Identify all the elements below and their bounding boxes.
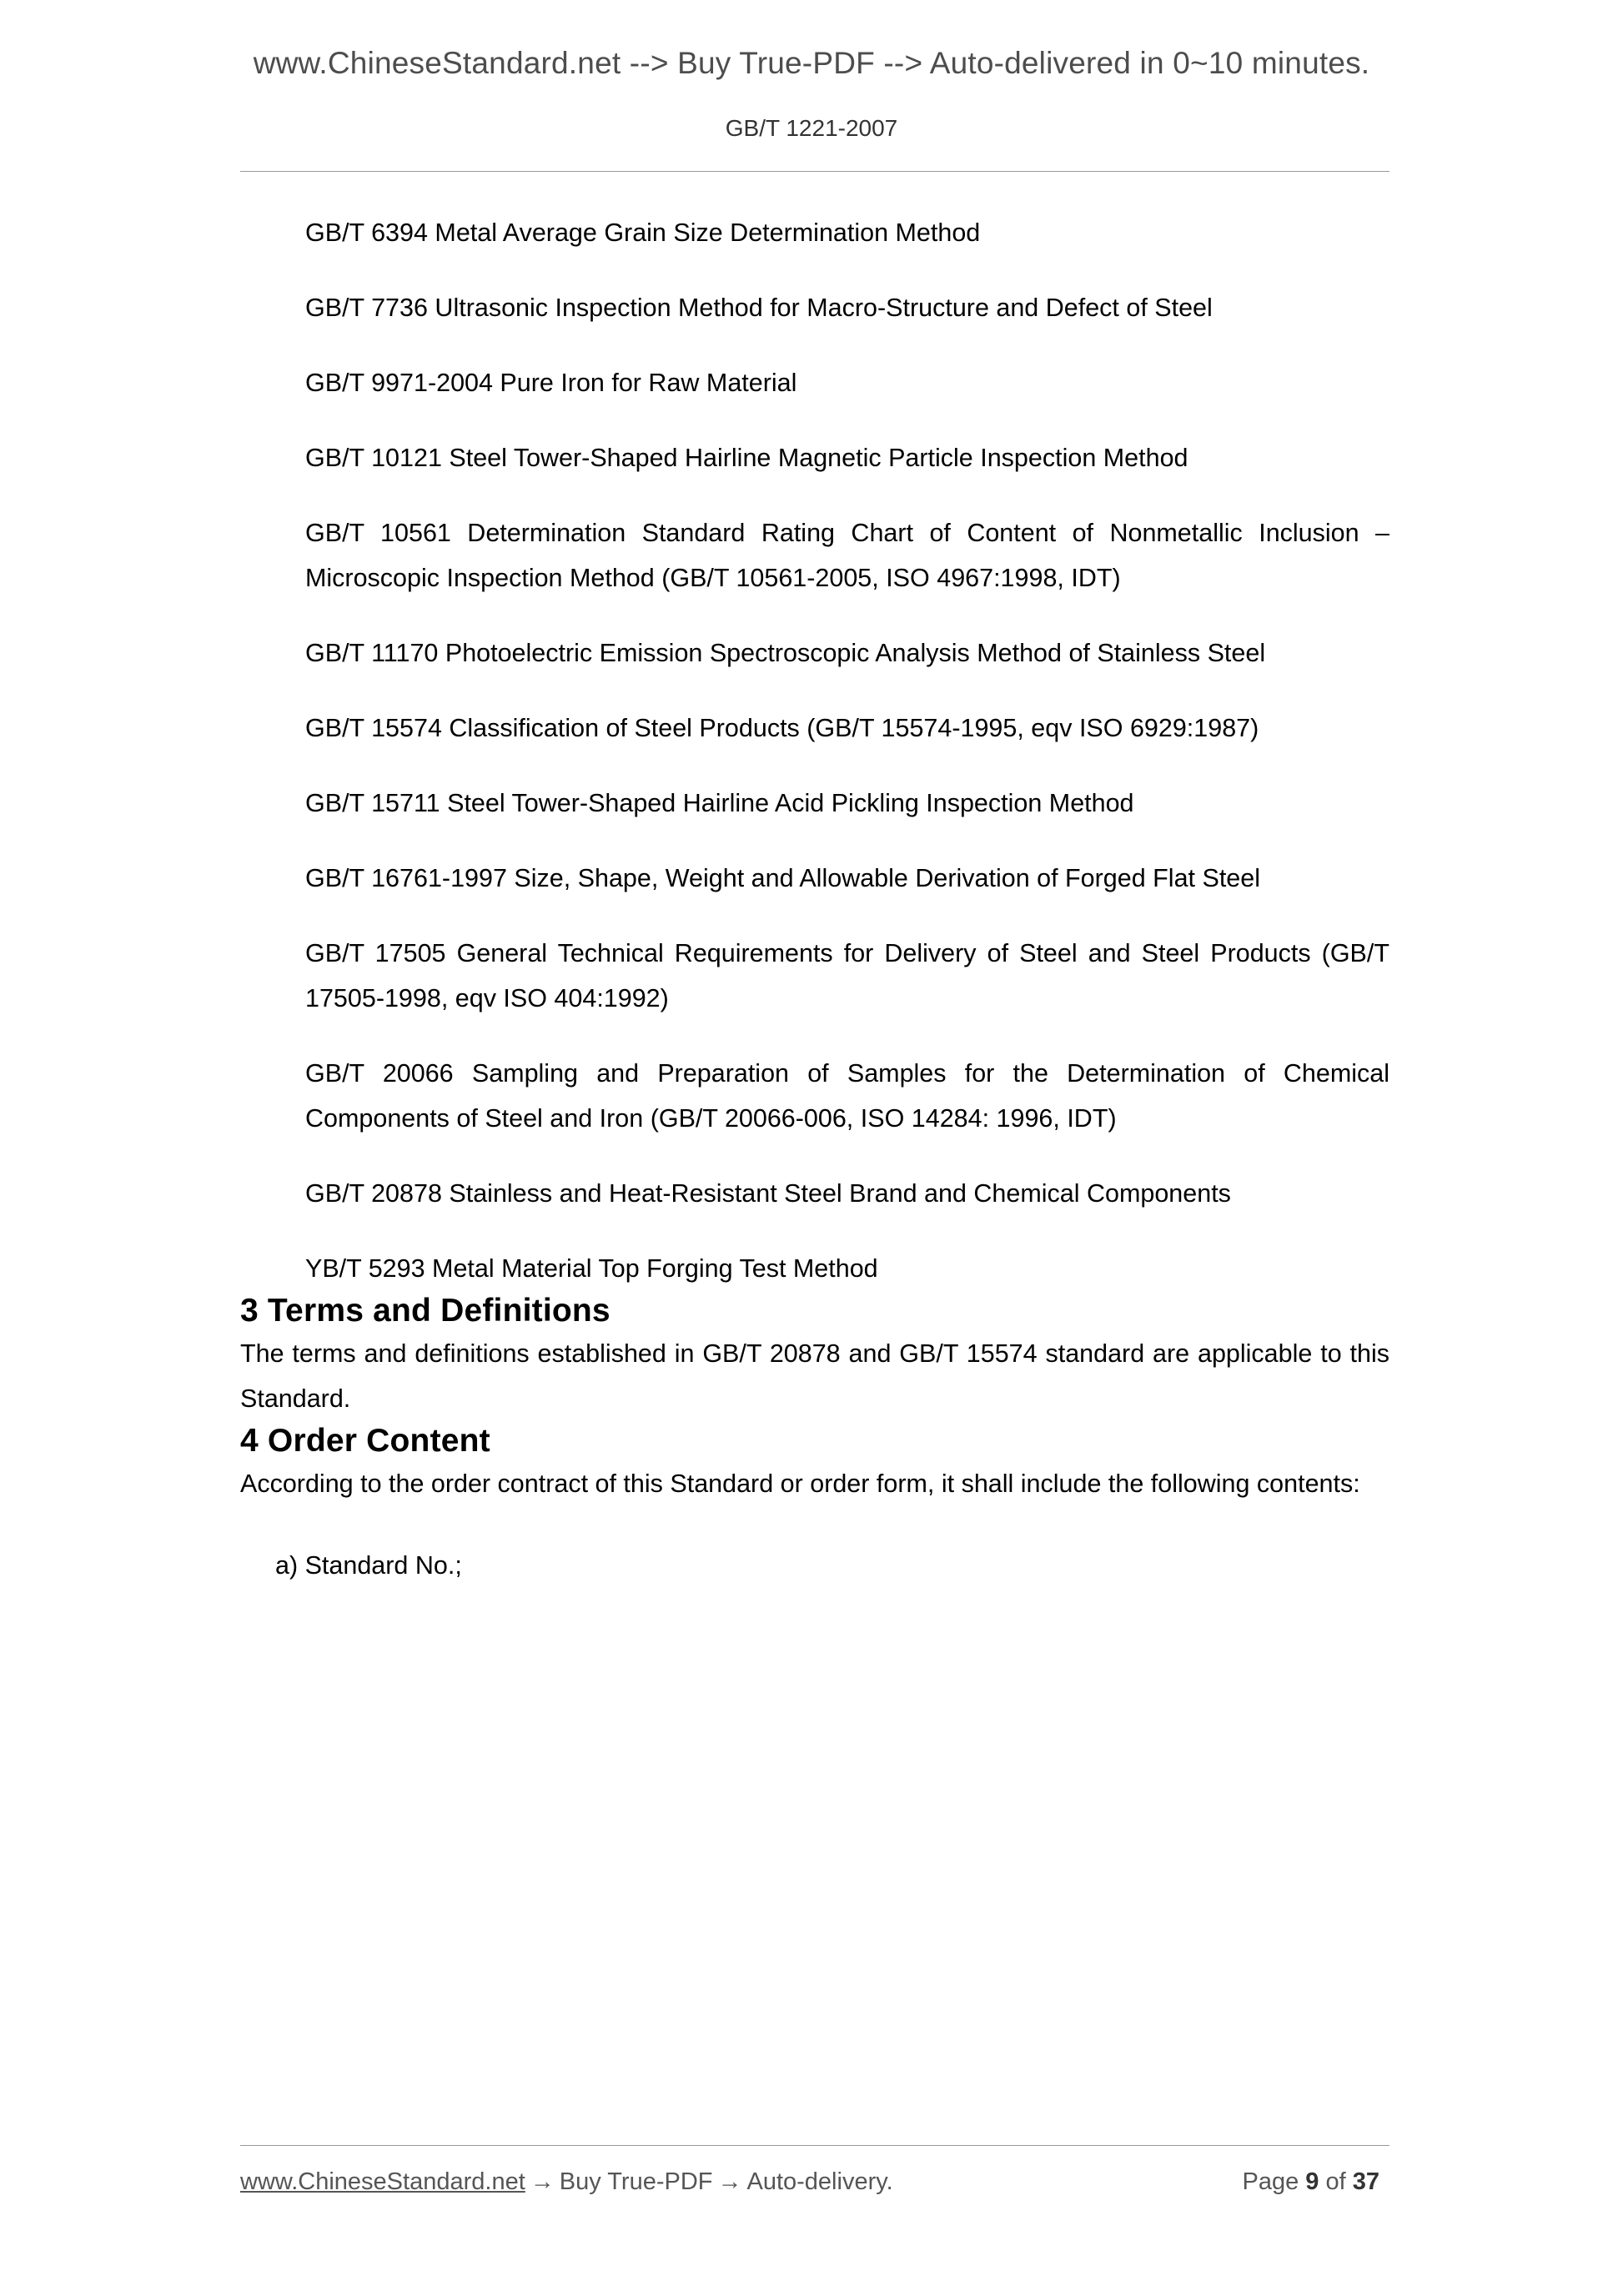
list-item: GB/T 17505 General Technical Requirements for Delivery of Steel and Steel Products (GB/T 17505-1998, eqv ISO 404:1992) [305,939,1389,1012]
list-item: GB/T 20066 Sampling and Preparation of Samples for the Determination of Chemical Components of Steel and Iron (GB/T 20066-006, ISO 14284: 1996, IDT) [305,1059,1389,1133]
list-item: GB/T 16761-1997 Size, Shape, Weight and Allowable Derivation of Forged Flat Steel [305,864,1261,892]
footer-divider [240,2145,1389,2146]
footer-site-link[interactable]: www.ChineseStandard.net [240,2168,525,2195]
page-footer [240,2168,1389,2196]
header-divider [240,171,1389,172]
list-item: GB/T 7736 Ultrasonic Inspection Method for Macro-Structure and Defect of Steel [305,294,1213,322]
of-label: of [1325,2168,1346,2195]
list-item: GB/T 9971-2004 Pure Iron for Raw Material [305,369,797,397]
document-code: GB/T 1221-2007 [725,115,898,141]
arrow-right-icon: → [530,2168,555,2195]
list-item: GB/T 11170 Photoelectric Emission Spectroscopic Analysis Method of Stainless Steel [305,639,1266,667]
list-item: GB/T 10121 Steel Tower-Shaped Hairline Magnetic Particle Inspection Method [305,444,1188,472]
arrow-right-icon: → [717,2168,742,2195]
list-item: GB/T 6394 Metal Average Grain Size Determination Method [305,219,981,247]
list-item: a) Standard No.; [275,1551,462,1580]
normative-references-list [240,210,1389,1291]
section-heading-order: 4 Order Content [240,1423,490,1459]
list-item: GB/T 15574 Classification of Steel Products (GB/T 15574-1995, eqv ISO 6929:1987) [305,714,1259,742]
page-number: 9 [1305,2168,1319,2195]
total-pages: 37 [1352,2168,1379,2195]
footer-delivery-label: Auto-delivery. [746,2168,893,2195]
list-item: GB/T 20878 Stainless and Heat-Resistant Steel Brand and Chemical Components [305,1179,1231,1208]
section-body-terms: The terms and definitions established in GB/T 20878 and GB/T 15574 standard are applicable to this Standard. [240,1339,1389,1413]
footer-left-group [240,2168,893,2196]
document-content [240,210,1389,1588]
page-label: Page [1242,2168,1299,2195]
section-body-order: According to the order contract of this Standard or order form, it shall include the following contents: [240,1470,1360,1498]
section-heading-terms: 3 Terms and Definitions [240,1293,611,1329]
page-indicator [1242,2168,1389,2196]
footer-buy-label: Buy True-PDF [559,2168,713,2195]
list-item: GB/T 15711 Steel Tower-Shaped Hairline Acid Pickling Inspection Method [305,789,1134,817]
list-item: GB/T 10561 Determination Standard Rating Chart of Content of Nonmetallic Inclusion – Microscopic Inspection Method (GB/T 10561-2005, ISO 4967:1998, IDT) [305,519,1389,592]
list-item: YB/T 5293 Metal Material Top Forging Test Method [305,1254,878,1283]
promo-banner: www.ChineseStandard.net --> Buy True-PDF --> Auto-delivered in 0~10 minutes. [253,46,1370,80]
